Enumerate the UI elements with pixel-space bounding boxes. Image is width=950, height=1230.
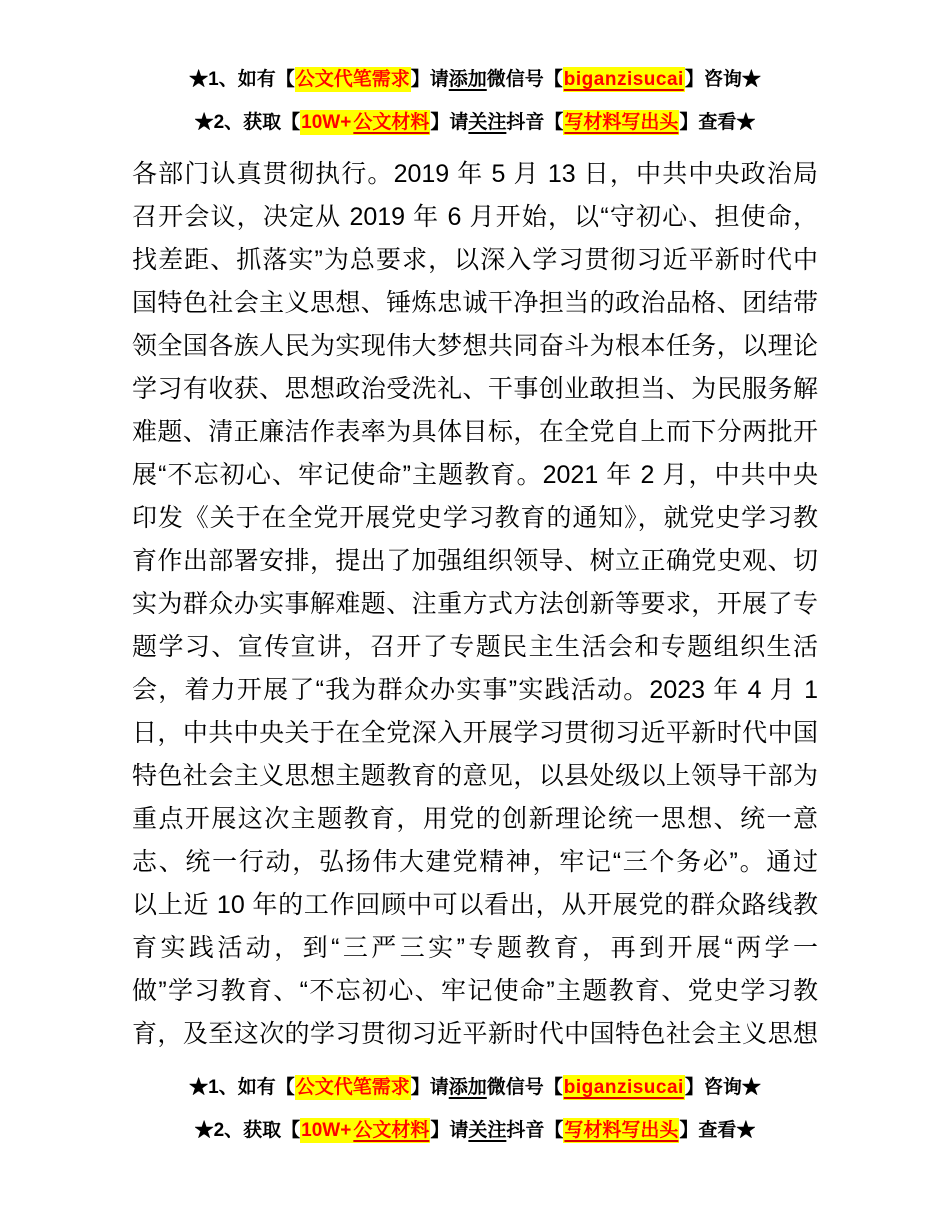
body-line: 志、统一行动，弘扬伟大建党精神，牢记“三个务必”。通过 [132,848,818,876]
promo-connector: 微信号【 [486,69,563,90]
promo-prefix: ★2、获取【 [194,112,301,133]
promo-connector: 抖音【 [506,1120,564,1141]
promo-prefix: ★2、获取【 [194,1120,301,1141]
promo-highlight-10w: 10W+ [301,112,352,133]
body-line: 国特色社会主义思想、锤炼忠诚干净担当的政治品格、团结带 [132,289,818,317]
promo-highlight-service: 公文代笔需求 [295,69,410,90]
promo-underline-add: 添加 [448,69,487,90]
body-line: 育实践活动，到“三严三实”专题教育，再到开展“两学一 [132,934,818,962]
body-line: 以上近 10 年的工作回顾中可以看出，从开展党的群众路线教 [132,891,818,919]
body-line: 领全国各族人民为实现伟大梦想共同奋斗为根本任务，以理论 [132,332,818,360]
body-paragraph [132,153,818,1056]
body-line: 实为群众办实事解难题、注重方式方法创新等要求，开展了专 [132,590,818,618]
promo-connector: 】请 [410,1077,449,1098]
promo-wechat-account: biganzisucai [563,1077,684,1098]
promo-suffix: 】咨询★ [684,1077,761,1098]
promo-connector: 】请 [430,1120,469,1141]
body-line: 重点开展这次主题教育，用党的创新理论统一思想、统一意 [132,805,818,833]
promo-connector: 】请 [430,112,469,133]
promo-header-line-1 [0,58,950,101]
body-line: 召开会议，决定从 2019 年 6 月开始，以“守初心、担使命， [132,203,818,231]
body-line: 学习有收获、思想政治受洗礼、干事创业敢担当、为民服务解 [132,375,818,403]
body-line: 题学习、宣传宣讲，召开了专题民主生活会和专题组织生活 [132,633,818,661]
promo-suffix: 】查看★ [679,112,756,133]
promo-underline-add: 添加 [448,1077,487,1098]
promo-connector: 抖音【 [506,112,564,133]
promo-suffix: 】查看★ [679,1120,756,1141]
promo-suffix: 】咨询★ [684,69,761,90]
promo-prefix: ★1、如有【 [189,1077,295,1098]
promo-highlight-materials: 公文材料 [353,1120,430,1141]
promo-wechat-account: biganzisucai [563,69,684,90]
promo-douyin-account: 写材料写出头 [564,112,679,133]
body-line: 日，中共中央关于在全党深入开展学习贯彻习近平新时代中国 [132,719,818,747]
body-line: 难题、清正廉洁作表率为具体目标，在全党自上而下分两批开 [132,418,818,446]
promo-connector: 】请 [410,69,449,90]
body-line: 特色社会主义思想主题教育的意见，以县处级以上领导干部为 [132,762,818,790]
promo-highlight-service: 公文代笔需求 [295,1077,410,1098]
promo-underline-follow: 关注 [468,112,507,133]
promo-highlight-materials: 公文材料 [353,112,430,133]
promo-header [0,58,950,144]
promo-footer-line-1 [0,1066,950,1109]
body-line: 育作出部署安排，提出了加强组织领导、树立正确党史观、切 [132,547,818,575]
body-line: 印发《关于在全党开展党史学习教育的通知》，就党史学习教 [132,504,818,532]
promo-header-line-2 [0,101,950,144]
body-line: 做”学习教育、“不忘初心、牢记使命”主题教育、党史学习教 [132,977,818,1005]
body-line: 各部门认真贯彻执行。2019 年 5 月 13 日，中共中央政治局 [132,160,818,188]
promo-footer-line-2 [0,1109,950,1152]
body-line: 会，着力开展了“我为群众办实事”实践活动。2023 年 4 月 1 [132,676,818,704]
promo-footer [0,1066,950,1152]
body-line: 展“不忘初心、牢记使命”主题教育。2021 年 2 月，中共中央 [132,461,818,489]
body-line: 找差距、抓落实”为总要求，以深入学习贯彻习近平新时代中 [132,246,818,274]
promo-douyin-account: 写材料写出头 [564,1120,679,1141]
promo-highlight-10w: 10W+ [301,1120,352,1141]
promo-connector: 微信号【 [486,1077,563,1098]
promo-prefix: ★1、如有【 [189,69,295,90]
body-line: 育，及至这次的学习贯彻习近平新时代中国特色社会主义思想 [132,1020,818,1048]
promo-underline-follow: 关注 [468,1120,507,1141]
